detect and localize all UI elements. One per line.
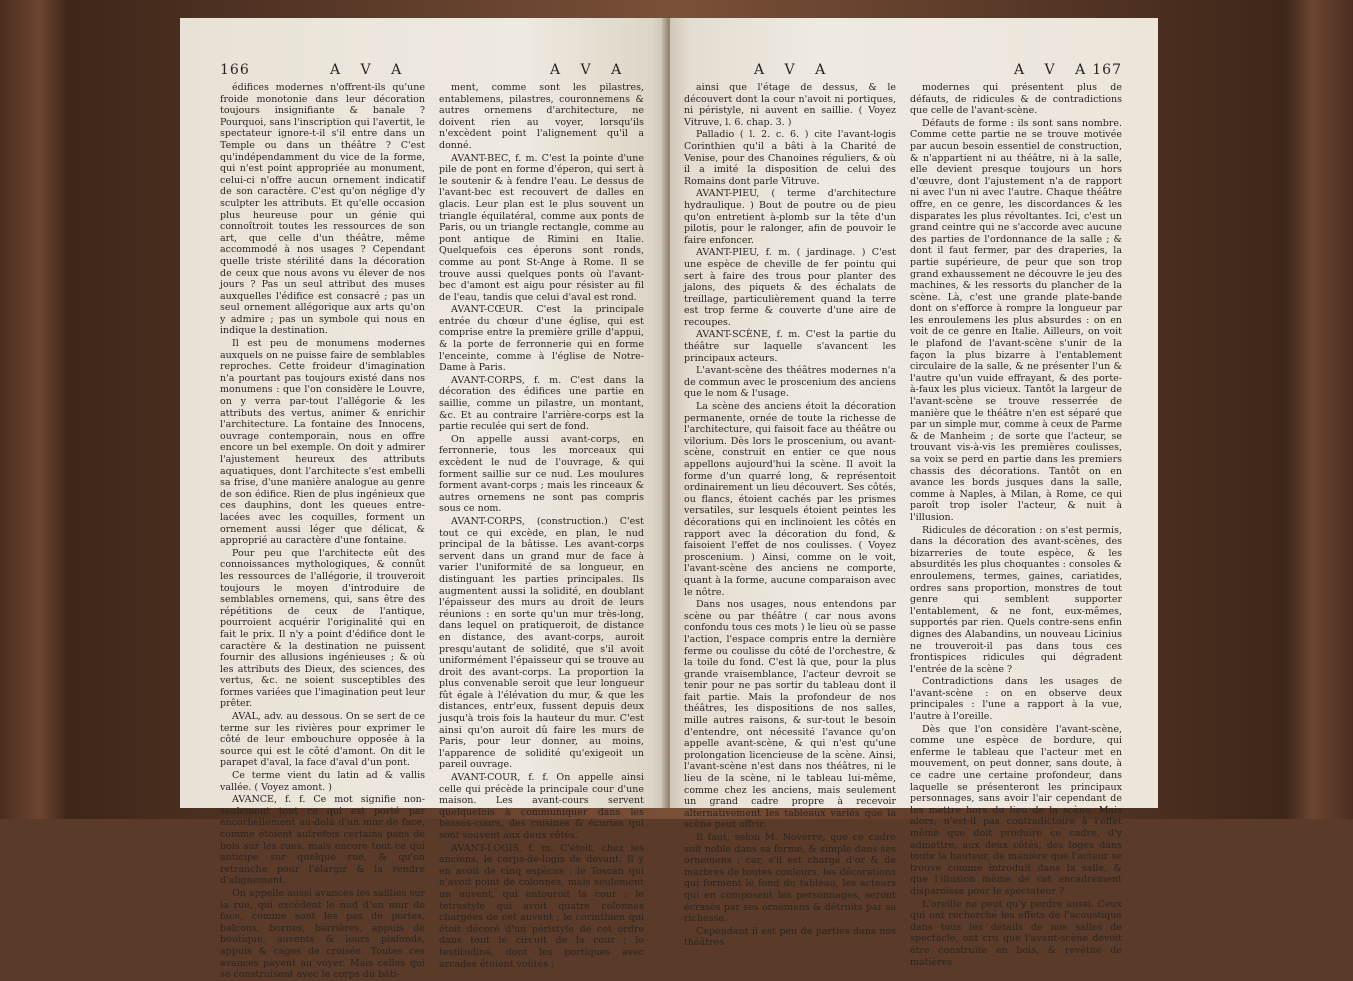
- left-page-text: [220, 82, 644, 981]
- paragraph: La scène des anciens étoit la décoration permanente, ornée de toute la richesse de l'architecture, qui faisoit face au théâtre ou vilorium. Dès lors le proscenium, ou avant-scène, construit en entier ce que nous appellons aujourd'hui la scène. Il avoit la forme d'un quarré long, & représentoit ordinairement un lieu découvert. Ses côtés, ou flancs, étoient cachés par les prismes versatiles, sur lesquels étoient peintes les décorations qui en inclinoient les côtés en rapport avec la décoration du fond, & faisoient l'effet de nos coulisses. ( Voyez proscenium. ) Ainsi, comme on le voit, l'avant-scène des anciens ne comporte, quant à la forme, aucune comparaison avec le nôtre.: [684, 401, 896, 598]
- paragraph: Contradictions dans les usages de l'avant-scène : on en observe deux principales : l'une a rapport à la vue, l'autre à l'oreille.: [910, 676, 1122, 723]
- right-page: [670, 18, 1158, 968]
- paragraph: AVAL, adv. au dessous. On se sert de ce terme sur les rivières pour exprimer le côté de leur embouchure opposée à la source qui est le côté d'amont. On dit le parapet d'aval, la face d'aval d'un pont.: [220, 711, 425, 769]
- paragraph: L'oreille ne peut qu'y perdre aussi. Ceux qui ont recherché les effets de l'acoustique dans tous les détails de nos salles de spectacle, ont cru que l'avant-scène devoit être construite en bois, & revêtue de matières: [910, 898, 1122, 968]
- page-number: 167: [1092, 62, 1122, 78]
- paragraph: Dès que l'on considère l'avant-scène, comme une espèce de bordure, qui enferme le tableau que l'acteur met en mouvement, on peut donner, sans doute, à ce cadre une certaine profondeur, dans laquelle se présenteront les principaux personnages, sans avoir l'air cependant de les mettre hors du lieu de la scène. Mais alors, n'est-il pas contradictoire à l'effet même que doit produire ce cadre, d'y admettre, aux deux côtés, des loges dans toute la hauteur, de manière que l'acteur se trouve comme introduit dans la salle, & que l'illusion même de cet encadrement disparoisse pour le spectateur ?: [910, 723, 1122, 897]
- page-number: 166: [220, 62, 250, 78]
- running-head: A V A: [330, 62, 410, 78]
- right-page-text: [684, 82, 1122, 968]
- paragraph: AVANT-PIEU, f. m. ( jardinage. ) C'est une espèce de cheville de fer pointu qui sert à faire des trous pour planter des jalons, des piquets & des échalats de treillage, particulièrement quand la terre est trop ferme & couverte d'une aire de recoupes.: [684, 247, 896, 328]
- right-page-header: [684, 62, 1122, 80]
- paragraph: AVANT-CORPS, f. m. C'est dans la décoration des édifices une partie en saillie, comme un pilastre, un montant, &c. Et au contraire l'arrière-corps est la partie reculée qui sert de fond.: [439, 374, 644, 433]
- paragraph: ainsi que l'étage de dessus, & le découvert dont la cour n'avoit ni portiques, ni péristyle, ni auvent en saillie. ( Voyez Vitruve, l. 6. chap. 3. ): [684, 82, 896, 128]
- paragraph: AVANT-CŒUR. C'est la principale entrée du chœur d'une église, qui est comprise entre la première grille d'appui, & la porte de ferronnerie qui en forme l'enceinte, comme à l'église de Notre-Dame à Paris.: [439, 304, 644, 374]
- paragraph: édifices modernes n'offrent-ils qu'une froide monotonie dans leur décoration toujours insignifiante & banale ? Pourquoi, sans l'inscription qui l'avertit, le spectateur ignore-t-il s'il entre dans un Temple ou dans un théâtre ? C'est qu'indépendamment du vice de la forme, qui n'est point appropriée au monument, celui-ci n'offre aucun ornement indicatif de son caractère. C'est qu'on néglige d'y sculpter les attributs. Et qu'elle occasion plus heureuse pour un génie qui connoîtroit toutes les ressources de son art, que celle d'un théâtre, même accommodé à nos usages ? Cependant quelle triste stérilité dans la décoration de ceux que nous avons vu élever de nos jours ? Pas un seul attribut des muses auxquelles l'édifice est consacré ; pas un seul ornement allégorique aux arts qu'on y admire ; pas un symbole qui nous en indique la destination.: [220, 82, 425, 337]
- paragraph: Défauts de forme : ils sont sans nombre. Comme cette partie ne se trouve motivée par aucun besoin essentiel de construction, & n'appartient ni au théâtre, ni à la salle, elle devient presque toujours un hors d'œuvre, dont l'ajustement n'a de rapport ni avec l'un ni avec l'autre. Chaque théâtre offre, en ce genre, les discordances & les disparates les plus révoltantes. Ici, c'est un grand ceintre qui ne s'accorde avec aucune des parties de l'ordonnance de la salle ; & dont il faut fermer, par des draperies, la partie supérieure, de peur que son trop grand exhaussement ne découvre le jeu des machines, & les ressorts du plancher de la scène. Là, c'est une grande plate-bande dont on s'efforce à rompre la longueur par les enroulemens les plus absurdes : on en voit de ce genre en Italie. Ailleurs, on voit le plafond de l'avant-scène s'unir de la façon la plus bizarre à l'entablement circulaire de la salle, & ne présenter l'un & l'autre qu'un vuide effrayant, & des porte-à-faux les plus vicieux. Tantôt la largeur de l'avant-scène se trouve resserrée de manière que le théâtre n'en est séparé que par un simple mur, comme à ceux de Parme & de Manheim ; de sorte que l'acteur, se trouvant vis-à-vis les premières coulisses, sa voix se perd en partie dans les premiers chassis des décorations. Tantôt on en avance les bords jusques dans la salle, comme à Naples, à Milan, à Rome, ce qui paroît trop isoler l'acteur, & nuit à l'illusion.: [910, 117, 1122, 523]
- text-column: [910, 82, 1122, 968]
- paragraph: AVANT-CORPS, (construction.) C'est tout ce qui excède, en plan, le nud principal de la bâtisse. Les avant-corps servent dans un grand mur de face à varier l'uniformité de sa longueur, en distinguant les parties principales. Ils augmentent aussi la solidité, en doublant l'épaisseur des murs au droit de leurs réunions : en sorte qu'un mur très-long, dans lequel on pratiqueroit, de distance en distance, des avant-corps, auroit presqu'autant de solidité, que s'il avoit uniformément l'épaisseur qui se trouve au droit des avant-corps. La proportion la plus convenable seroit que leur longueur fût égale à l'élévation du mur, & que les distances, entr'eux, fussent depuis deux jusqu'à trois fois la hauteur du mur. C'est ainsi qu'on auroit dû faire les murs de Paris, pour leur donner, au moins, l'apparence de solidité qu'exigeoit un pareil ouvrage.: [439, 515, 644, 771]
- running-head: A V A: [550, 62, 630, 78]
- left-page-header: [220, 62, 644, 80]
- paragraph: modernes qui présentent plus de défauts, de ridicules & de contradictions que celle de l'avant-scène.: [910, 82, 1122, 117]
- text-column: [220, 82, 425, 981]
- paragraph: AVANT-COUR, f. f. On appelle ainsi celle qui précède la principale cour d'une maison. Les avant-cours servent quelquefois à communiquer dans les basses-cours, des cuisines & écuries qui sont souvent aux deux côtés.: [439, 772, 644, 841]
- running-head: A V A: [754, 62, 834, 78]
- paragraph: AVANCE, f. f. Ce mot signifie non-seulement tout ce qui est porté par encorbellement au-delà d'un mur de face, comme étoient autrefois certains pans de bois sur les rues, mais encore tout ce qui anticipe sur quelque rue, & qu'on retranche pour l'élargir & la rendre d'alignement.: [220, 794, 425, 887]
- paragraph: AVANT-PIEU, ( terme d'architecture hydraulique. ) Bout de poutre ou de pieu qu'on entretient à-plomb sur la tête d'un pilotis, pour le ralonger, afin de pouvoir le faire enfoncer.: [684, 188, 896, 246]
- paragraph: L'avant-scène des théâtres modernes n'a de commun avec le proscenium des anciens que le nom & l'usage.: [684, 365, 896, 400]
- paragraph: Il est peu de monumens modernes auxquels on ne puisse faire de semblables reproches. Cette froideur d'imagination n'a pourtant pas toujours existé dans nos monumens : que l'on considère le Louvre, on y verra par-tout l'allégorie & les attributs des vertus, animer & enrichir l'architecture. La fontaine des Innocens, ouvrage contemporain, nous en offre encore un bel exemple. On doit y admirer l'ajustement heureux des attributs aquatiques, dont l'architecte s'est embelli sa frise, d'une manière analogue au genre de son édifice. Rien de plus ingénieux que ces dauphins, dont les queues entre-lacées avec les coquilles, forment un ornement aussi léger que délicat, & approprié au caractère d'une fontaine.: [220, 338, 425, 547]
- running-head: A V A: [1014, 62, 1094, 78]
- left-page: [180, 18, 666, 981]
- paragraph: Ridicules de décoration : on s'est permis, dans la décoration des avant-scènes, des bizarreries de toute espèce, & les absurdités les plus choquantes : consoles & enroulemens, termes, gaines, cariatides, ordres sans proportion, monstres de tout genre qui semblent supporter l'entablement, & ne font, eux-mêmes, supportés par rien. Quels contre-sens enfin dignes des Alabandins, un nouveau Licinius ne trouveroit-il pas dans tous ces frontispices ridicules qui dégradent l'entrée de la scène ?: [910, 524, 1122, 675]
- paragraph: ment, comme sont les pilastres, entablemens, pilastres, couronnemens & autres ornemens d'architecture, ne doivent rien au voyer, lorsqu'ils n'excèdent point l'alignement qu'il a donné.: [439, 82, 644, 151]
- paragraph: Cependant il est peu de parties dans nos théâtres: [684, 925, 896, 949]
- paragraph: On appelle aussi avances les saillies sur la rue, qui excèdent le nud d'un mur de face, comme sont les pas de portes, balcons, bornes, barrières, appuis de boutique, auvents & leurs plafonds, appuis & cages de croisée. Toutes ces avances payent au voyer. Mais celles qui se construisent avec le corps du bâti-: [220, 887, 425, 981]
- paragraph: AVANT-LOGIS, f. m. C'étoit, chez les anciens, le corps-de-logis de devant. Il y en avoit de cinq espèces : le Toscan qui n'avoit point de colonnes, mais seulement un auvent, qui entouroit la cour ; le tetrastyle qui avoit quatre colonnes chargées de cet auvent ; le corinthien qui étoit décoré d'un péristyle de cet ordre dans tout le circuit de la cour ; le testitudiné, dont les portiques avec arcades étoient voûtés ;: [439, 842, 644, 970]
- paragraph: Palladio ( l. 2. c. 6. ) cite l'avant-logis Corinthien qu'il a bâti à la Charité de Venise, pour des Chanoines réguliers, & où il a imité la disposition de celui des Romains dont parle Vitruve.: [684, 129, 896, 187]
- text-column: [439, 82, 644, 970]
- paragraph: AVANT-BEC, f. m. C'est la pointe d'une pile de pont en forme d'éperon, qui sert à le soutenir & à fendre l'eau. Le dessus de l'avant-bec est recouvert de dalles en glacis. Leur plan est le plus souvent un triangle équilatéral, comme aux ponts de Paris, ou un triangle rectangle, comme au pont antique de Rimini en Italie. Quelquefois ces éperons sont ronds, comme au pont St-Ange à Rome. Il se trouve aussi quelques ponts où l'avant-bec d'amont est aigu pour résister au fil de l'eau, tandis que celui d'aval est rond.: [439, 152, 644, 303]
- paragraph: On appelle aussi avant-corps, en ferronnerie, tous les morceaux qui excèdent le nud de l'ouvrage, & qui forment saillie sur ce nud. Les moulures forment avant-corps ; mais les rinceaux & autres ornemens ne sont pas compris sous ce nom.: [439, 433, 644, 515]
- text-column: [684, 82, 896, 949]
- paragraph: AVANT-SCÈNE, f. m. C'est la partie du théâtre sur laquelle s'avancent les principaux acteurs.: [684, 329, 896, 364]
- paragraph: Dans nos usages, nous entendons par scène ou par théâtre ( car nous avons confondu tous ces mots ) le lieu où se passe l'action, l'espace compris entre la dernière ferme ou coulisse du côté de l'orchestre, & la toile du fond. C'est là que, pour la plus grande vraisemblance, l'acteur devroit se tenir pour ne pas sortir du tableau dont il fait partie. Mais la profondeur de nos théâtres, les dispositions de nos salles, mille autres raisons, & sur-tout le besoin d'entendre, ont nécessité l'avance qu'on appelle avant-scène, & qui n'est qu'une prolongation licencieuse de la scène. Ainsi, l'avant-scène n'est dans nos théâtres, ni le lieu de la scène, ni le tableau lui-même, comme chez les anciens, mais seulement un grand cadre propre à recevoir alternativement les tableaux variés que la scène peut offrir.: [684, 599, 896, 831]
- paragraph: Ce terme vient du latin ad & vallis vallée. ( Voyez amont. ): [220, 770, 425, 793]
- paragraph: Pour peu que l'architecte eût des connoissances mythologiques, & connût les ressources de l'allégorie, il trouveroit toujours le moyen d'introduire de semblables ornemens, qui, sans être des répétitions de ceux de l'antique, pourroient acquérir l'originalité qui en fait le prix. Il n'y a point d'édifice dont le caractère & la destination ne puissent fournir des allusions ingénieuses ; & où les attributs des Dieux, des sciences, des vertus, &c. ne soient susceptibles des formes variées que l'imagination peut leur prêter.: [220, 547, 425, 710]
- paragraph: Il faut, selon M. Noverre, que ce cadre soit noble dans sa forme, & simple dans ses ornemens ; car, s'il est chargé d'or & de marbres de toutes couleurs, les décorations qui forment le fond du tableau, les acteurs qui en composent les personnages, seront écrasés par ses ornemens & détruits par sa richesse.: [684, 832, 896, 925]
